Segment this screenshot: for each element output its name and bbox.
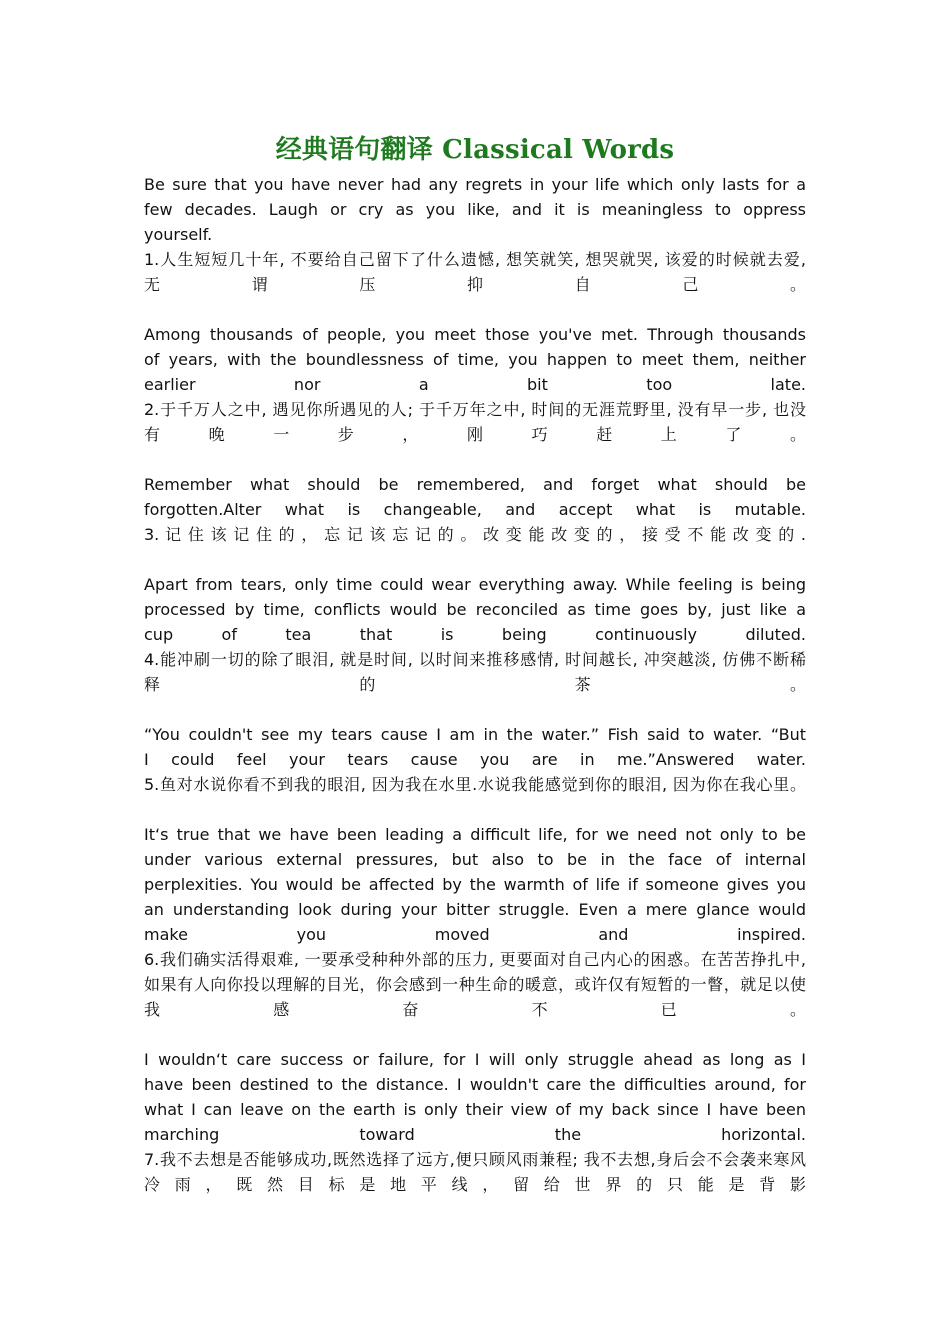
document-page bbox=[144, 128, 806, 1197]
english-line: perplexities. You would be affected by the warmth of life if someone gives you bbox=[144, 875, 806, 894]
chinese-line: 2.于千万人之中, 遇见你所遇见的人; 于千万年之中, 时间的无涯荒野里, 没有早一步, 也没 bbox=[144, 400, 806, 419]
chinese-line: 有 晚 一 步 ， 刚 巧 赶 上 了 。 bbox=[144, 425, 806, 444]
chinese-line: 3. 记 住 该 记 住 的 ， 忘 记 该 忘 记 的 。 改 变 能 改 变 的 ， 接 受 不 能 改 变 的 . bbox=[144, 525, 806, 544]
entry-1 bbox=[144, 172, 806, 297]
chinese-line: 如果有人向你投以理解的目光，你会感到一种生命的暖意，或许仅有短暂的一瞥，就足以使 bbox=[144, 975, 806, 994]
english-line: few decades. Laugh or cry as you like, and it is meaningless to oppress bbox=[144, 200, 806, 219]
english-line: I wouldn‘t care success or failure, for I will only struggle ahead as long as I bbox=[144, 1050, 806, 1069]
english-line: make you moved and inspired. bbox=[144, 925, 806, 944]
english-line: processed by time, conflicts would be reconciled as time goes by, just like a bbox=[144, 600, 806, 619]
english-line: “You couldn't see my tears cause I am in the water.” Fish said to water. “But bbox=[144, 725, 806, 744]
english-line: Be sure that you have never had any regrets in your life which only lasts for a bbox=[144, 175, 806, 194]
english-line: forgotten.Alter what is changeable, and accept what is mutable. bbox=[144, 500, 806, 519]
paragraph-spacer bbox=[144, 297, 806, 322]
english-line: under various external pressures, but also to be in the face of internal bbox=[144, 850, 806, 869]
paragraph-spacer bbox=[144, 447, 806, 472]
english-line: have been destined to the distance. I wouldn't care the difficulties around, for bbox=[144, 1075, 806, 1094]
paragraph-spacer bbox=[144, 547, 806, 572]
entry-6 bbox=[144, 822, 806, 1022]
entry-4 bbox=[144, 572, 806, 697]
english-line: cup of tea that is being continuously diluted. bbox=[144, 625, 806, 644]
chinese-line: 无 谓 压 抑 自 己 。 bbox=[144, 275, 806, 294]
english-line: of years, with the boundlessness of time, you happen to meet them, neither bbox=[144, 350, 806, 369]
paragraph-spacer bbox=[144, 1022, 806, 1047]
chinese-line: 4.能冲刷一切的除了眼泪, 就是时间, 以时间来推移感情, 时间越长, 冲突越淡, 仿佛不断稀 bbox=[144, 650, 806, 669]
english-line: earlier nor a bit too late. bbox=[144, 375, 806, 394]
chinese-line: 1.人生短短几十年, 不要给自己留下了什么遗憾, 想笑就笑, 想哭就哭, 该爱的时候就去爱, bbox=[144, 250, 806, 269]
chinese-line: 7.我不去想是否能够成功,既然选择了远方,便只顾风雨兼程; 我不去想,身后会不会袭来寒风 bbox=[144, 1150, 806, 1169]
english-line: Apart from tears, only time could wear everything away. While feeling is being bbox=[144, 575, 806, 594]
english-line: marching toward the horizontal. bbox=[144, 1125, 806, 1144]
entry-7 bbox=[144, 1047, 806, 1197]
english-line: what I can leave on the earth is only their view of my back since I have been bbox=[144, 1100, 806, 1119]
entry-2 bbox=[144, 322, 806, 447]
english-line: Among thousands of people, you meet those you've met. Through thousands bbox=[144, 325, 806, 344]
chinese-line: 6.我们确实活得艰难, 一要承受种种外部的压力, 更要面对自己内心的困惑。在苦苦挣扎中, bbox=[144, 950, 806, 969]
chinese-line: 我 感 奋 不 已 。 bbox=[144, 1000, 806, 1019]
chinese-line: 冷 雨 ， 既 然 目 标 是 地 平 线 ， 留 给 世 界 的 只 能 是 背 影 bbox=[144, 1175, 806, 1194]
chinese-line: 释 的 茶 。 bbox=[144, 675, 806, 694]
paragraph-spacer bbox=[144, 697, 806, 722]
entry-3 bbox=[144, 472, 806, 547]
document-title: 经典语句翻译 Classical Words bbox=[275, 135, 675, 165]
paragraph-spacer bbox=[144, 797, 806, 822]
english-line: Remember what should be remembered, and forget what should be bbox=[144, 475, 806, 494]
english-line: yourself. bbox=[144, 225, 213, 244]
english-line: I could feel your tears cause you are in me.”Answered water. bbox=[144, 750, 806, 769]
document-body bbox=[144, 172, 806, 1197]
english-line: an understanding look during your bitter struggle. Even a mere glance would bbox=[144, 900, 806, 919]
entry-5 bbox=[144, 722, 806, 797]
chinese-line: 5.鱼对水说你看不到我的眼泪, 因为我在水里.水说我能感觉到你的眼泪, 因为你在我心里。 bbox=[144, 775, 806, 794]
english-line: It‘s true that we have been leading a difficult life, for we need not only to be bbox=[144, 825, 806, 844]
